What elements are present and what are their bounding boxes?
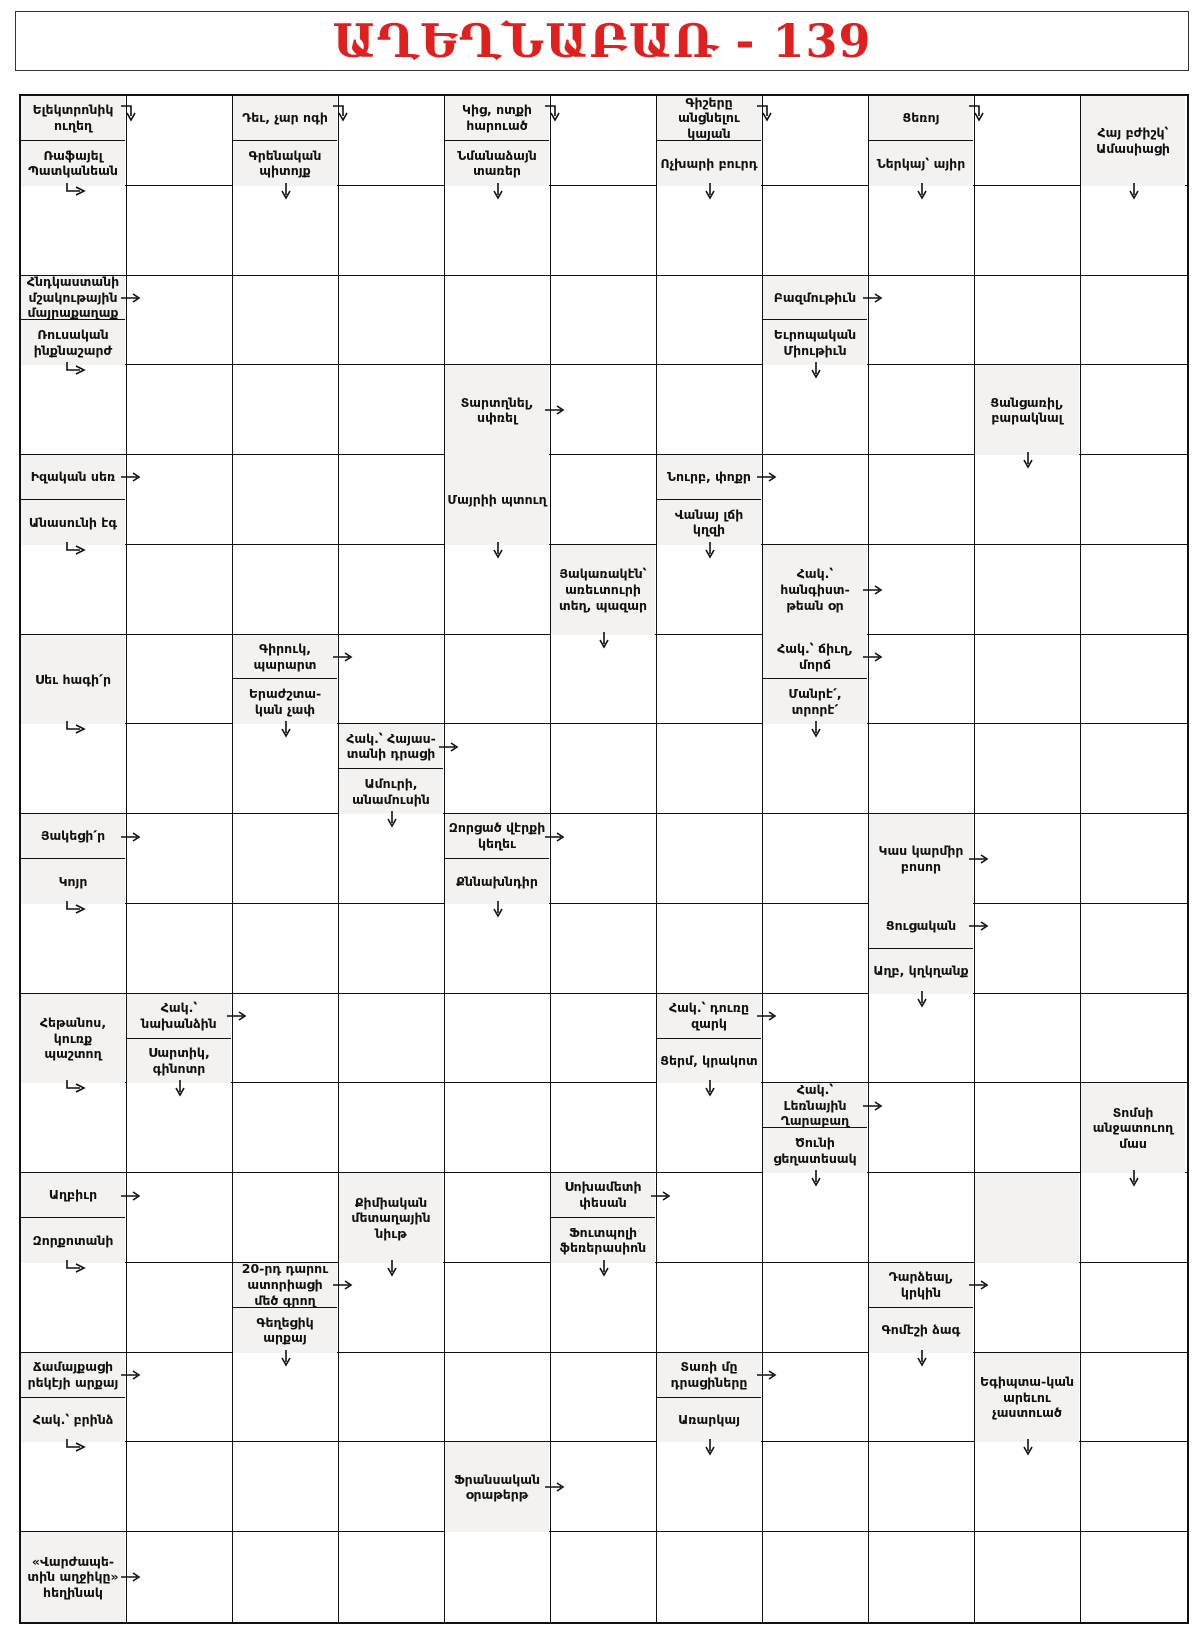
clue-text: Տարտղնել, սփռել xyxy=(445,365,549,455)
answer-cell[interactable] xyxy=(445,1532,551,1622)
answer-cell[interactable] xyxy=(975,994,1081,1084)
arrow-icon xyxy=(119,1568,143,1590)
arrow-icon xyxy=(1019,451,1043,473)
arrow-icon xyxy=(755,1007,779,1029)
answer-cell[interactable] xyxy=(975,1083,1081,1173)
arrow-icon xyxy=(701,541,725,563)
clue-cell xyxy=(21,1532,127,1622)
answer-cell[interactable] xyxy=(551,1083,657,1173)
clue-text: Ծունի ցեղատեսակ xyxy=(763,1128,867,1173)
arrow-icon xyxy=(64,1438,88,1460)
arrow-icon xyxy=(331,1276,355,1298)
clue-cell xyxy=(763,635,869,725)
clue-cell xyxy=(21,96,127,186)
answer-cell[interactable] xyxy=(1081,276,1187,366)
answer-cell[interactable] xyxy=(233,545,339,635)
clue-text: Քննախնդիր xyxy=(445,859,549,904)
clue-text: Հակ.՝ նախանձին xyxy=(127,994,231,1039)
answer-cell[interactable] xyxy=(975,545,1081,635)
clue-cell xyxy=(869,1263,975,1353)
answer-cell[interactable] xyxy=(445,276,551,366)
arrow-icon xyxy=(489,900,513,922)
answer-cell[interactable] xyxy=(763,814,869,904)
answer-cell[interactable] xyxy=(1081,455,1187,545)
clue-text: Յակեցի՛ր xyxy=(21,814,125,859)
answer-cell[interactable] xyxy=(127,904,233,994)
clue-text: Գիրուկ, պարարտ xyxy=(233,635,337,680)
crossword-grid xyxy=(19,94,1189,1624)
clue-text: Զորցած վէրքի կեղեւ xyxy=(445,814,549,859)
answer-cell[interactable] xyxy=(551,1353,657,1443)
arrow-icon xyxy=(277,1349,301,1371)
arrow-icon xyxy=(913,1349,937,1371)
clue-cell xyxy=(21,1173,127,1263)
clue-text: Ներկայ՝ այիր xyxy=(869,141,973,186)
clue-cell xyxy=(975,365,1081,455)
answer-cell[interactable] xyxy=(551,994,657,1084)
clue-text: Հակ.՝ Հայաս-տանի դրացի xyxy=(339,724,443,769)
answer-cell[interactable] xyxy=(233,1173,339,1263)
arrow-icon xyxy=(595,1259,619,1281)
arrow-icon xyxy=(755,104,779,126)
clue-text: Կոյր xyxy=(21,859,125,904)
clue-text: Ճամայքացի րեկէյի արքայ xyxy=(21,1353,125,1398)
clue-text: Եգիպտա-կան արեւու չաստուած xyxy=(975,1353,1079,1443)
answer-cell[interactable] xyxy=(233,455,339,545)
answer-cell[interactable] xyxy=(1081,545,1187,635)
answer-cell[interactable] xyxy=(339,545,445,635)
clue-text: Հակ.՝ դուռը զարկ xyxy=(657,994,761,1039)
arrow-icon xyxy=(1019,1438,1043,1460)
answer-cell[interactable] xyxy=(975,635,1081,725)
answer-cell[interactable] xyxy=(975,276,1081,366)
answer-cell[interactable] xyxy=(763,1442,869,1532)
clue-text: 20-րդ դարու ատորիացի մեծ գրող xyxy=(233,1263,337,1308)
arrow-icon xyxy=(64,1079,88,1101)
clue-cell xyxy=(763,545,869,635)
clue-cell xyxy=(975,1173,1081,1263)
answer-cell[interactable] xyxy=(975,724,1081,814)
arrow-icon xyxy=(967,850,991,872)
answer-cell[interactable] xyxy=(339,455,445,545)
clue-text: Մանրէ՛, տրորէ՛ xyxy=(763,679,867,724)
answer-cell[interactable] xyxy=(551,904,657,994)
answer-cell[interactable] xyxy=(339,904,445,994)
clue-text: Ցանցառիլ, բարակնալ xyxy=(975,365,1079,455)
clue-text: Երաժշտա-կան չափ xyxy=(233,679,337,724)
answer-cell[interactable] xyxy=(763,904,869,994)
clue-text: Ամուրի, անամուսին xyxy=(339,769,443,814)
clue-text: Ցերմ, կրակոտ xyxy=(657,1039,761,1084)
clue-text: Ցեռոյ xyxy=(869,96,973,141)
clue-cell xyxy=(21,814,127,904)
answer-cell[interactable] xyxy=(657,904,763,994)
arrow-icon xyxy=(489,182,513,204)
answer-cell[interactable] xyxy=(657,635,763,725)
arrow-icon xyxy=(64,900,88,922)
answer-cell[interactable] xyxy=(339,186,445,276)
answer-cell[interactable] xyxy=(1081,1263,1187,1353)
arrow-icon xyxy=(119,468,143,490)
answer-cell[interactable] xyxy=(127,1442,233,1532)
answer-cell[interactable] xyxy=(445,994,551,1084)
arrow-icon xyxy=(331,104,355,126)
answer-cell[interactable] xyxy=(1081,994,1187,1084)
answer-cell[interactable] xyxy=(869,1442,975,1532)
answer-cell[interactable] xyxy=(127,724,233,814)
answer-cell[interactable] xyxy=(445,635,551,725)
arrow-icon xyxy=(543,401,567,423)
arrow-icon xyxy=(807,720,831,742)
answer-cell[interactable] xyxy=(657,1263,763,1353)
clue-text: Հակ.՝ ճիւղ, մորճ xyxy=(763,635,867,680)
clue-text: Հակ.՝ Լեռնային Ղարաբաղ xyxy=(763,1083,867,1128)
arrow-icon xyxy=(225,1007,249,1029)
arrow-icon xyxy=(861,648,885,670)
arrow-icon xyxy=(119,1366,143,1388)
clue-cell xyxy=(869,96,975,186)
arrow-icon xyxy=(119,104,143,126)
clue-cell xyxy=(657,994,763,1084)
clue-cell xyxy=(551,545,657,635)
clue-text: Գոմէշի ձագ xyxy=(869,1308,973,1353)
arrow-icon xyxy=(913,182,937,204)
arrow-icon xyxy=(437,738,461,760)
clue-text: Եւրոպական Միութիւն xyxy=(763,320,867,365)
arrow-icon xyxy=(967,917,991,939)
clue-text: Բազմութիւն xyxy=(763,276,867,321)
answer-cell[interactable] xyxy=(339,1442,445,1532)
clue-cell xyxy=(551,1173,657,1263)
clue-text: Անասունի էգ xyxy=(21,500,125,545)
clue-cell xyxy=(445,365,551,455)
answer-cell[interactable] xyxy=(233,1442,339,1532)
answer-cell[interactable] xyxy=(1081,814,1187,904)
arrow-icon xyxy=(913,990,937,1012)
answer-cell[interactable] xyxy=(1081,1532,1187,1622)
arrow-icon xyxy=(383,1259,407,1281)
answer-cell[interactable] xyxy=(339,994,445,1084)
answer-cell[interactable] xyxy=(763,1263,869,1353)
clue-text: «Վարժապե-տին աղջիկը» հեղինակ xyxy=(21,1532,125,1622)
clue-text: Ռաֆայել Պատկանեան xyxy=(21,141,125,186)
answer-cell[interactable] xyxy=(657,724,763,814)
answer-cell[interactable] xyxy=(551,186,657,276)
clue-text: Նմանաձայն տառեր xyxy=(445,141,549,186)
answer-cell[interactable] xyxy=(127,1263,233,1353)
answer-cell[interactable] xyxy=(1081,1353,1187,1443)
answer-cell[interactable] xyxy=(1081,365,1187,455)
answer-cell[interactable] xyxy=(551,455,657,545)
clue-text: Զորքոտանի xyxy=(21,1218,125,1263)
answer-cell[interactable] xyxy=(233,1532,339,1622)
clue-cell xyxy=(127,994,233,1084)
clue-text: Ցուցական xyxy=(869,904,973,949)
arrow-icon xyxy=(119,828,143,850)
clue-cell xyxy=(21,276,127,366)
answer-cell[interactable] xyxy=(551,724,657,814)
arrow-icon xyxy=(64,541,88,563)
answer-cell[interactable] xyxy=(551,276,657,366)
answer-cell[interactable] xyxy=(339,276,445,366)
answer-cell[interactable] xyxy=(233,814,339,904)
arrow-icon xyxy=(543,1478,567,1500)
answer-cell[interactable] xyxy=(445,1083,551,1173)
clue-cell xyxy=(445,455,551,545)
clue-text: Հայ բժիշկ՝ Ամասիացի xyxy=(1081,96,1185,186)
arrow-icon xyxy=(861,289,885,311)
clue-text: Հնդկաստանի մշակութային մայրաքաղաք xyxy=(21,276,125,321)
answer-cell[interactable] xyxy=(127,545,233,635)
arrow-icon xyxy=(861,581,885,603)
arrow-icon xyxy=(755,1366,779,1388)
clue-cell xyxy=(869,904,975,994)
answer-cell[interactable] xyxy=(1081,724,1187,814)
clue-text: Կից, ոտքի հարուած xyxy=(445,96,549,141)
clue-cell xyxy=(21,455,127,545)
clue-text: Սեւ հագի՛ր xyxy=(21,635,125,725)
answer-cell[interactable] xyxy=(445,1263,551,1353)
page-title: ԱՂԵՂՆԱԲԱՌ - 139 xyxy=(332,14,872,68)
clue-text: Գեղեցիկ արքայ xyxy=(233,1308,337,1353)
arrow-icon xyxy=(383,810,407,832)
clue-text: Դեւ, չար ոգի xyxy=(233,96,337,141)
clue-text xyxy=(975,1173,1079,1263)
clue-text: Առարկայ xyxy=(657,1398,761,1443)
answer-cell[interactable] xyxy=(869,455,975,545)
clue-cell xyxy=(657,1353,763,1443)
arrow-icon xyxy=(701,1438,725,1460)
title-box xyxy=(15,11,1189,71)
arrow-icon xyxy=(119,289,143,311)
arrow-icon xyxy=(967,104,991,126)
clue-text: Դարձեալ, կրկին xyxy=(869,1263,973,1308)
answer-cell[interactable] xyxy=(869,724,975,814)
answer-cell[interactable] xyxy=(233,904,339,994)
answer-cell[interactable] xyxy=(869,365,975,455)
answer-cell[interactable] xyxy=(869,1173,975,1263)
answer-cell[interactable] xyxy=(127,635,233,725)
answer-cell[interactable] xyxy=(339,1353,445,1443)
clue-cell xyxy=(657,455,763,545)
clue-text: Գիշերը անցնելու կայան xyxy=(657,96,761,141)
arrow-icon xyxy=(649,1187,673,1209)
answer-cell[interactable] xyxy=(127,186,233,276)
arrow-icon xyxy=(1125,1169,1149,1191)
answer-cell[interactable] xyxy=(1081,1442,1187,1532)
clue-cell xyxy=(975,1353,1081,1443)
clue-text: Վանայ լճի կղզի xyxy=(657,500,761,545)
clue-text: Աղբիւր xyxy=(21,1173,125,1218)
clue-text: Կաս կարմիր բոսոր xyxy=(869,814,973,904)
arrow-icon xyxy=(1125,182,1149,204)
clue-cell xyxy=(657,96,763,186)
clue-text: Սարտիկ, գինոտր xyxy=(127,1039,231,1084)
clue-cell xyxy=(445,96,551,186)
arrow-icon xyxy=(755,468,779,490)
arrow-icon xyxy=(64,182,88,204)
clue-text: Տառի մը դրացիները xyxy=(657,1353,761,1398)
clue-cell xyxy=(233,1263,339,1353)
answer-cell[interactable] xyxy=(763,186,869,276)
arrow-icon xyxy=(64,361,88,383)
answer-cell[interactable] xyxy=(657,814,763,904)
answer-cell[interactable] xyxy=(445,1353,551,1443)
clue-cell xyxy=(21,1353,127,1443)
arrow-icon xyxy=(331,648,355,670)
arrow-icon xyxy=(807,1169,831,1191)
clue-cell xyxy=(763,276,869,366)
clue-cell xyxy=(1081,1083,1187,1173)
answer-cell[interactable] xyxy=(975,186,1081,276)
arrow-icon xyxy=(171,1079,195,1101)
clue-cell xyxy=(869,814,975,904)
clue-text: Սոխամետի փեսան xyxy=(551,1173,655,1218)
clue-cell xyxy=(21,994,127,1084)
clue-text: Մայրիի պտուղ xyxy=(445,455,549,545)
clue-cell xyxy=(445,814,551,904)
clue-text: Աղբ, կղկղանք xyxy=(869,949,973,994)
answer-cell[interactable] xyxy=(1081,635,1187,725)
arrow-icon xyxy=(595,631,619,653)
arrow-icon xyxy=(64,1259,88,1281)
arrow-icon xyxy=(489,541,513,563)
answer-cell[interactable] xyxy=(657,1532,763,1622)
clue-text: Յակառակէն՝ առեւտուրի տեղ, պազար xyxy=(551,545,655,635)
clue-cell xyxy=(339,1173,445,1263)
clue-cell xyxy=(445,1442,551,1532)
answer-cell[interactable] xyxy=(233,276,339,366)
answer-cell[interactable] xyxy=(657,365,763,455)
answer-cell[interactable] xyxy=(1081,904,1187,994)
answer-cell[interactable] xyxy=(763,1532,869,1622)
clue-text: Գրենական պիտոյք xyxy=(233,141,337,186)
clue-text: Նուրբ, փոքր xyxy=(657,455,761,500)
clue-cell xyxy=(339,724,445,814)
answer-cell[interactable] xyxy=(233,365,339,455)
clue-cell xyxy=(1081,96,1187,186)
clue-text: Հեթանոս, կուռք պաշտող xyxy=(21,994,125,1084)
answer-cell[interactable] xyxy=(127,365,233,455)
clue-text: Իզական սեռ xyxy=(21,455,125,500)
clue-text: Հակ.՝ բրինձ xyxy=(21,1398,125,1443)
answer-cell[interactable] xyxy=(657,276,763,366)
clue-cell xyxy=(233,635,339,725)
arrow-icon xyxy=(807,361,831,383)
arrow-icon xyxy=(277,720,301,742)
clue-text: Ռուսական ինքնաշարժ xyxy=(21,320,125,365)
clue-cell xyxy=(233,96,339,186)
clue-cell xyxy=(21,635,127,725)
arrow-icon xyxy=(119,1187,143,1209)
answer-cell[interactable] xyxy=(339,1083,445,1173)
answer-cell[interactable] xyxy=(233,1083,339,1173)
answer-cell[interactable] xyxy=(339,1532,445,1622)
clue-text: Քիմիական մետաղային նիւթ xyxy=(339,1173,443,1263)
answer-cell[interactable] xyxy=(445,1173,551,1263)
arrow-icon xyxy=(277,182,301,204)
clue-text: Ելեկտրոնիկ ուղեղ xyxy=(21,96,125,141)
clue-cell xyxy=(763,1083,869,1173)
clue-text: Տոմսի անջատուող մաս xyxy=(1081,1083,1185,1173)
arrow-icon xyxy=(543,104,567,126)
arrow-icon xyxy=(861,1097,885,1119)
answer-cell[interactable] xyxy=(975,1532,1081,1622)
arrow-icon xyxy=(701,1079,725,1101)
clue-text: Ֆուտպոլի ֆեռերասիոն xyxy=(551,1218,655,1263)
answer-cell[interactable] xyxy=(339,365,445,455)
arrow-icon xyxy=(967,1276,991,1298)
arrow-icon xyxy=(543,828,567,850)
clue-text: Ոչխարի բուրդ xyxy=(657,141,761,186)
answer-cell[interactable] xyxy=(869,1532,975,1622)
answer-cell[interactable] xyxy=(551,1532,657,1622)
arrow-icon xyxy=(701,182,725,204)
clue-text: Ֆրանսական օրաթերթ xyxy=(445,1442,549,1532)
clue-text: Հակ.՝ հանգիստ-թեան օր xyxy=(763,545,867,635)
arrow-icon xyxy=(64,720,88,742)
